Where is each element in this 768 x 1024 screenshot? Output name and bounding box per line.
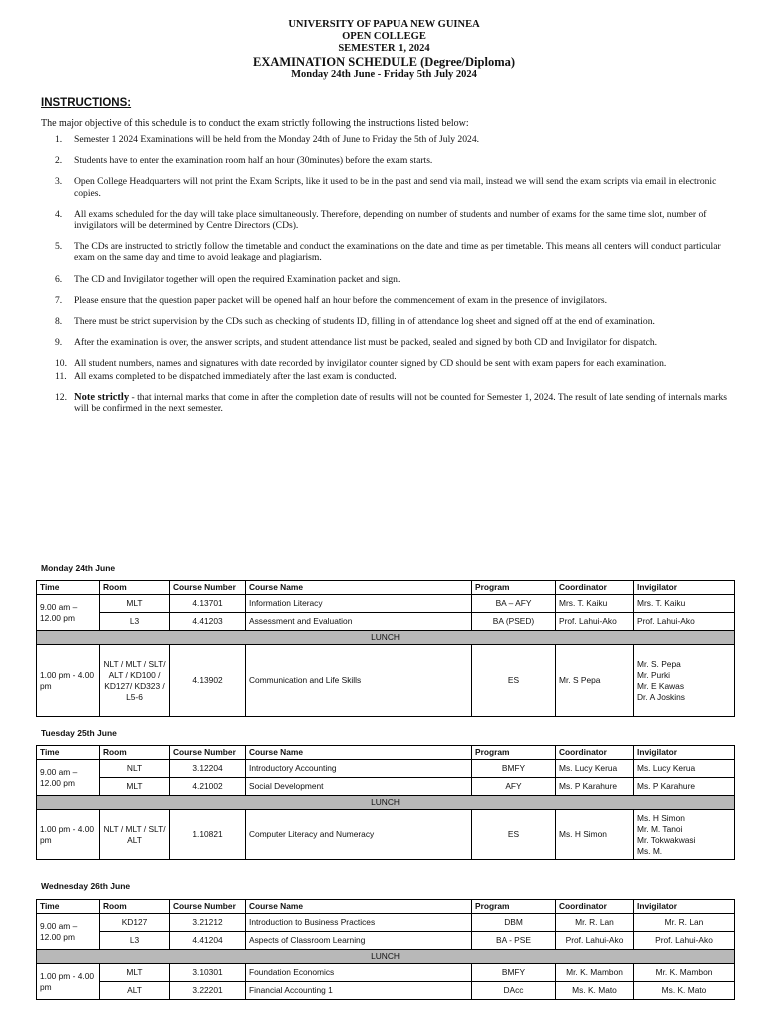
- column-header: Invigilator: [634, 746, 735, 760]
- instruction-text: - that internal marks that come in after the completion date of results will not be counted for Semester 1, 2024. The result of late sending of internals marks will be confirmed in the next semester.: [74, 391, 728, 415]
- invigilator-cell: Mr. S. Pepa Mr. Purki Mr. E Kawas Dr. A Joskins: [634, 645, 735, 717]
- course-number-cell: 4.13902: [170, 645, 246, 717]
- instruction-number: 8.: [55, 316, 63, 328]
- program-cell: BA – AFY: [472, 595, 556, 613]
- course-name-cell: Financial Accounting 1: [246, 982, 472, 1000]
- column-header: Time: [37, 581, 100, 595]
- instruction-number: 6.: [55, 273, 63, 285]
- coordinator-cell: Mr. R. Lan: [556, 914, 634, 932]
- instruction-text: The CD and Invigilator together will open the required Examination packet and sign.: [74, 273, 401, 285]
- instruction-number: 12.: [55, 391, 67, 403]
- room-cell: ALT: [100, 982, 170, 1000]
- program-cell: ES: [472, 645, 556, 717]
- time-cell: 1.00 pm - 4.00 pm: [37, 645, 100, 717]
- instruction-text: Open College Headquarters will not print the Exam Scripts, like it used to be in the past and send via mail, instead we will send the exam scripts via email in electronic copies.: [74, 176, 717, 199]
- day-title: Tuesday 25th June: [41, 728, 117, 738]
- schedule-table: [36, 580, 735, 717]
- program-cell: DAcc: [472, 982, 556, 1000]
- time-cell: 9.00 am – 12.00 pm: [37, 760, 100, 796]
- program-cell: ES: [472, 810, 556, 860]
- column-header: Program: [472, 581, 556, 595]
- column-header: Course Name: [246, 900, 472, 914]
- instruction-item: [41, 337, 731, 348]
- coordinator-cell: Prof. Lahui-Ako: [556, 932, 634, 950]
- column-header: Course Name: [246, 746, 472, 760]
- instruction-emphasis: Note strictly: [74, 391, 130, 403]
- program-cell: AFY: [472, 778, 556, 796]
- course-number-cell: 3.12204: [170, 760, 246, 778]
- semester-label: SEMESTER 1, 2024: [338, 43, 430, 54]
- instruction-text: All exams completed to be dispatched immediately after the last exam is conducted.: [74, 370, 397, 382]
- lunch-label: LUNCH: [37, 950, 735, 964]
- column-header: Time: [37, 746, 100, 760]
- instruction-number: 3.: [55, 176, 63, 188]
- instruction-text: All student numbers, names and signatures with date recorded by invigilator counter signed by CD should be sent with exam papers for each examination.: [74, 358, 667, 370]
- instruction-text: Semester 1 2024 Examinations will be held from the Monday 24th of June to Friday the 5th of July 2024.: [74, 134, 480, 145]
- course-name-cell: Assessment and Evaluation: [246, 613, 472, 631]
- invigilator-cell: Mr. K. Mambon: [634, 964, 735, 982]
- instruction-number: 11.: [55, 370, 67, 382]
- column-header: Invigilator: [634, 581, 735, 595]
- document-header: [0, 19, 768, 81]
- instruction-item: [41, 316, 731, 327]
- instruction-text: Please ensure that the question paper packet will be opened half an hour before the commencement of exam in the presence of invigilators.: [74, 294, 608, 306]
- lunch-row: [37, 796, 735, 810]
- invigilator-cell: Prof. Lahui-Ako: [634, 613, 735, 631]
- course-number-cell: 3.22201: [170, 982, 246, 1000]
- lunch-row: [37, 950, 735, 964]
- instruction-text: All exams scheduled for the day will take place simultaneously. Therefore, depending on number of students and number of exams for the same time slot, number of invigilators will be determined by Centre Directors (CDs).: [74, 208, 707, 232]
- invigilator-cell: Prof. Lahui-Ako: [634, 932, 735, 950]
- column-header: Course Number: [170, 900, 246, 914]
- room-cell: L3: [100, 932, 170, 950]
- course-number-cell: 1.10821: [170, 810, 246, 860]
- instruction-number: 7.: [55, 294, 63, 306]
- instruction-number: 9.: [55, 337, 63, 349]
- coordinator-cell: Mr. S Pepa: [556, 645, 634, 717]
- room-cell: MLT: [100, 778, 170, 796]
- room-cell: NLT: [100, 760, 170, 778]
- lunch-label: LUNCH: [37, 631, 735, 645]
- course-name-cell: Introductory Accounting: [246, 760, 472, 778]
- column-header: Room: [100, 900, 170, 914]
- invigilator-cell: Ms. Lucy Kerua: [634, 760, 735, 778]
- coordinator-cell: Ms. H Simon: [556, 810, 634, 860]
- instruction-item: [41, 295, 731, 306]
- lunch-label: LUNCH: [37, 796, 735, 810]
- instructions-list: [41, 134, 731, 414]
- invigilator-cell: Ms. K. Mato: [634, 982, 735, 1000]
- instruction-number: 5.: [55, 241, 63, 253]
- column-header: Room: [100, 746, 170, 760]
- room-cell: NLT / MLT / SLT/ ALT: [100, 810, 170, 860]
- time-cell: 1.00 pm - 4.00 pm: [37, 964, 100, 1000]
- instruction-text: After the examination is over, the answer scripts, and student attendance list must be packed, sealed and signed by both CD and Invigilator for dispatch.: [74, 337, 658, 349]
- course-number-cell: 3.21212: [170, 914, 246, 932]
- room-cell: L3: [100, 613, 170, 631]
- table-header-row: [37, 581, 735, 595]
- table-row: [37, 964, 735, 982]
- coordinator-cell: Ms. K. Mato: [556, 982, 634, 1000]
- room-cell: NLT / MLT / SLT/ ALT / KD100 / KD127/ KD323 / L5-6: [100, 645, 170, 717]
- instruction-item: [41, 392, 731, 414]
- coordinator-cell: Ms. P Karahure: [556, 778, 634, 796]
- course-name-cell: Aspects of Classroom Learning: [246, 932, 472, 950]
- day-title: Monday 24th June: [41, 563, 116, 573]
- date-range: Monday 24th June - Friday 5th July 2024: [291, 69, 477, 80]
- lunch-row: [37, 631, 735, 645]
- instruction-number: 2.: [55, 155, 63, 167]
- table-header-row: [37, 900, 735, 914]
- column-header: Course Name: [246, 581, 472, 595]
- table-header-row: [37, 746, 735, 760]
- room-cell: KD127: [100, 914, 170, 932]
- course-name-cell: Computer Literacy and Numeracy: [246, 810, 472, 860]
- column-header: Coordinator: [556, 581, 634, 595]
- program-cell: BMFY: [472, 964, 556, 982]
- program-cell: BA (PSED): [472, 613, 556, 631]
- column-header: Invigilator: [634, 900, 735, 914]
- column-header: Coordinator: [556, 900, 634, 914]
- schedule-table: [36, 899, 735, 1000]
- program-cell: BMFY: [472, 760, 556, 778]
- invigilator-cell: Mr. R. Lan: [634, 914, 735, 932]
- schedule-table: [36, 745, 735, 860]
- time-cell: 9.00 am – 12.00 pm: [37, 914, 100, 950]
- column-header: Course Number: [170, 581, 246, 595]
- instructions-heading: INSTRUCTIONS:: [41, 97, 132, 109]
- invigilator-cell: Mrs. T. Kaiku: [634, 595, 735, 613]
- room-cell: MLT: [100, 595, 170, 613]
- instruction-item: [41, 241, 731, 263]
- instruction-item: [41, 134, 731, 145]
- course-name-cell: Communication and Life Skills: [246, 645, 472, 717]
- time-cell: 9.00 am – 12.00 pm: [37, 595, 100, 631]
- course-number-cell: 4.21002: [170, 778, 246, 796]
- instruction-item: [41, 176, 731, 198]
- course-number-cell: 3.10301: [170, 964, 246, 982]
- table-row: [37, 595, 735, 613]
- instruction-item: [41, 274, 731, 285]
- invigilator-cell: Ms. P Karahure: [634, 778, 735, 796]
- program-cell: BA - PSE: [472, 932, 556, 950]
- university-name: UNIVERSITY OF PAPUA NEW GUINEA: [288, 19, 480, 30]
- column-header: Program: [472, 746, 556, 760]
- course-number-cell: 4.41204: [170, 932, 246, 950]
- course-number-cell: 4.13701: [170, 595, 246, 613]
- column-header: Room: [100, 581, 170, 595]
- course-name-cell: Information Literacy: [246, 595, 472, 613]
- column-header: Program: [472, 900, 556, 914]
- coordinator-cell: Mr. K. Mambon: [556, 964, 634, 982]
- table-row: [37, 778, 735, 796]
- table-row: [37, 810, 735, 860]
- instruction-item: [41, 371, 731, 382]
- program-cell: DBM: [472, 914, 556, 932]
- column-header: Course Number: [170, 746, 246, 760]
- coordinator-cell: Ms. Lucy Kerua: [556, 760, 634, 778]
- course-name-cell: Introduction to Business Practices: [246, 914, 472, 932]
- table-row: [37, 760, 735, 778]
- course-name-cell: Social Development: [246, 778, 472, 796]
- table-row: [37, 914, 735, 932]
- coordinator-cell: Mrs. T. Kaiku: [556, 595, 634, 613]
- instruction-text: There must be strict supervision by the CDs such as checking of students ID, filling in of attendance log sheet and signed off at the end of examination.: [74, 316, 655, 328]
- course-name-cell: Foundation Economics: [246, 964, 472, 982]
- table-row: [37, 932, 735, 950]
- coordinator-cell: Prof. Lahui-Ako: [556, 613, 634, 631]
- schedule-title: EXAMINATION SCHEDULE (Degree/Diploma): [252, 55, 516, 69]
- column-header: Time: [37, 900, 100, 914]
- instruction-item: [41, 209, 731, 231]
- time-cell: 1.00 pm - 4.00 pm: [37, 810, 100, 860]
- table-row: [37, 613, 735, 631]
- invigilator-cell: Ms. H Simon Mr. M. Tanoi Mr. Tokwakwasi Ms. M.: [634, 810, 735, 860]
- instructions-intro: The major objective of this schedule is to conduct the exam strictly following the instructions listed below:: [41, 118, 469, 129]
- room-cell: MLT: [100, 964, 170, 982]
- day-title: Wednesday 26th June: [41, 881, 131, 891]
- instruction-item: [41, 358, 731, 369]
- instruction-number: 10.: [55, 358, 67, 370]
- instruction-text: Students have to enter the examination room half an hour (30minutes) before the exam starts.: [74, 155, 433, 167]
- column-header: Coordinator: [556, 746, 634, 760]
- table-row: [37, 982, 735, 1000]
- instruction-item: [41, 155, 731, 166]
- instruction-number: 4.: [55, 208, 63, 220]
- college-name: OPEN COLLEGE: [342, 31, 426, 42]
- instruction-text: The CDs are instructed to strictly follow the timetable and conduct the examinations on the date and time as per timetable. This means all centers will conduct particular exam on the same day and time to avoid leakage and plagiarism.: [74, 241, 721, 264]
- table-row: [37, 645, 735, 717]
- instruction-number: 1.: [55, 134, 63, 145]
- course-number-cell: 4.41203: [170, 613, 246, 631]
